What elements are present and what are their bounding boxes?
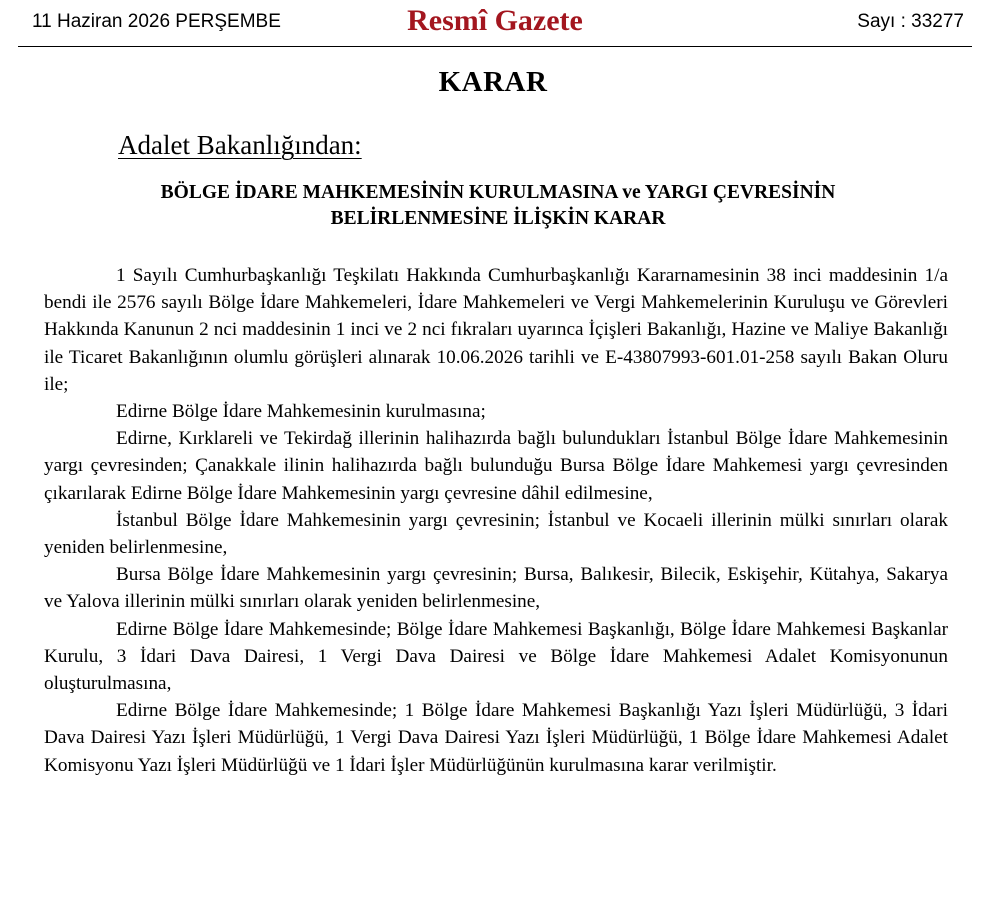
gazette-title: Resmî Gazete [407,4,583,37]
section-title: KARAR [438,66,548,98]
issue-number: Sayı : 33277 [857,11,964,32]
decision-body [44,262,948,779]
paragraph: Bursa Bölge İdare Mahkemesinin yargı çevresinin; Bursa, Balıkesir, Bilecik, Eskişehir, Kütahya, Sakarya ve Yalova illerinin mülki sınırları olarak yeniden belirlenmesine, [44,564,948,613]
decision-title [44,180,952,232]
paragraph: Edirne, Kırklareli ve Tekirdağ illerinin halihazırda bağlı bulundukları İstanbul Bölge İdare Mahkemesinin yargı çevresinden; Çanakkale ilinin halihazırda bağlı bulunduğu Bursa Bölge İdare Mahkemesi yargı çevresinden çıkarılarak Edirne Bölge İdare Mahkemesinin yargı çevresine dâhil edilmesine, [44,428,948,504]
decision-title-line-2: BELİRLENMESİNE İLİŞKİN KARAR [330,208,666,229]
decision-title-line-1: BÖLGE İDARE MAHKEMESİNİN KURULMASINA ve YARGI ÇEVRESİNİN [160,182,836,203]
issue-date: 11 Haziran 2026 PERŞEMBE [32,11,281,32]
paragraph: Edirne Bölge İdare Mahkemesinde; Bölge İdare Mahkemesi Başkanlığı, Bölge İdare Mahkemesi Başkanlar Kurulu, 3 İdari Dava Dairesi, 1 Vergi Dava Dairesi ve Bölge İdare Mahkemesi Adalet Komisyonunun oluşturulmasına, [44,618,948,695]
paragraph: Edirne Bölge İdare Mahkemesinde; 1 Bölge İdare Mahkemesi Başkanlığı Yazı İşleri Müdürlüğü, 3 İdari Dava Dairesi Yazı İşleri Müdürlüğü, 1 Vergi Dava Dairesi Yazı İşleri Müdürlüğü, 1 Bölge İdare Mahkemesi Adalet Komisyonu Yazı İşleri Müdürlüğü ve 1 İdari İşler Müdürlüğünün kurulmasına karar verilmiştir. [44,700,948,776]
issuing-authority: Adalet Bakanlığından: [118,130,362,160]
paragraph: Edirne Bölge İdare Mahkemesinin kurulmasına; [116,401,486,423]
paragraph: İstanbul Bölge İdare Mahkemesinin yargı çevresinin; İstanbul ve Kocaeli illerinin mülki sınırları olarak yeniden belirlenmesine, [44,509,948,559]
page-header [18,0,972,47]
paragraph: 1 Sayılı Cumhurbaşkanlığı Teşkilatı Hakkında Cumhurbaşkanlığı Kararnamesinin 38 inci maddesinin 1/a bendi ile 2576 sayılı Bölge İdare Mahkemeleri, İdare Mahkemeleri ve Vergi Mahkemelerinin Kuruluşu ve Görevleri Hakkında Kanunun 2 nci maddesinin 1 inci ve 2 nci fıkraları uyarınca İçişleri Bakanlığı, Hazine ve Maliye Bakanlığı ile Ticaret Bakanlığının olumlu görüşleri alınarak 10.06.2026 tarihli ve E-43807993-601.01-258 sayılı Bakan Oluru ile; [44,265,948,395]
